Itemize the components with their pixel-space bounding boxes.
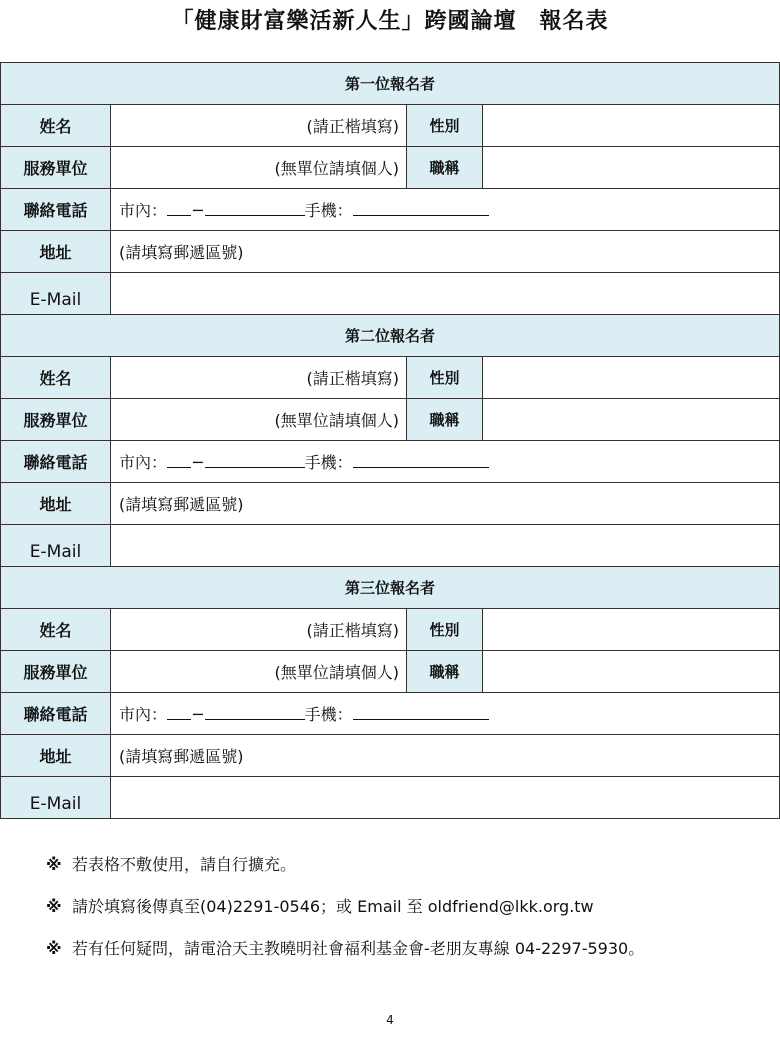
gender-label: 性別 [407,357,483,399]
area-code-blank[interactable] [167,451,191,468]
area-code-blank[interactable] [167,199,191,216]
gender-field[interactable] [483,609,780,651]
name-field[interactable]: (請正楷填寫) [111,609,407,651]
email-label: E-Mail [1,273,111,315]
reference-mark-icon: ※ [46,897,62,916]
phone-dash: ─ [193,201,203,220]
address-field[interactable]: (請填寫郵遞區號) [111,231,780,273]
name-field[interactable]: (請正楷填寫) [111,357,407,399]
phone-label: 聯絡電話 [1,693,111,735]
phone-dash: ─ [193,705,203,724]
job-title-field[interactable] [483,147,780,189]
form-title: 「健康財富樂活新人生」跨國論壇 報名表 [171,9,609,34]
note-text: 請於填寫後傳真至(04)2291-0546；或 Email 至 oldfriend@lkk.org.tw [72,897,594,916]
row-name [1,105,780,147]
org-label: 服務單位 [1,147,111,189]
row-email [1,273,780,315]
note-item [46,894,766,936]
row-address [1,735,780,777]
address-label: 地址 [1,735,111,777]
row-name [1,609,780,651]
page-number: 4 [386,1013,394,1027]
row-email [1,525,780,567]
email-field[interactable] [111,777,780,819]
job-title-label: 職稱 [407,399,483,441]
section-header-2 [1,315,780,357]
phone-field[interactable] [111,189,780,231]
row-org [1,399,780,441]
phone-local-label: 市內： [119,705,168,724]
reference-mark-icon: ※ [46,939,62,958]
email-field[interactable] [111,525,780,567]
mobile-number-blank[interactable] [353,703,489,720]
section-heading: 第三位報名者 [1,567,780,609]
phone-mobile-label: 手機： [304,201,353,220]
note-item [46,936,766,978]
phone-local-label: 市內： [119,201,168,220]
name-label: 姓名 [1,609,111,651]
gender-field[interactable] [483,357,780,399]
row-phone [1,693,780,735]
org-field[interactable]: (無單位請填個人) [111,399,407,441]
org-field[interactable]: (無單位請填個人) [111,651,407,693]
phone-field[interactable] [111,693,780,735]
email-label: E-Mail [1,777,111,819]
phone-mobile-label: 手機： [304,453,353,472]
phone-local-label: 市內： [119,453,168,472]
area-code-blank[interactable] [167,703,191,720]
job-title-field[interactable] [483,399,780,441]
phone-dash: ─ [193,453,203,472]
local-number-blank[interactable] [205,703,305,720]
row-address [1,483,780,525]
row-name [1,357,780,399]
mobile-number-blank[interactable] [353,451,489,468]
address-field[interactable]: (請填寫郵遞區號) [111,483,780,525]
note-item [46,852,766,894]
org-label: 服務單位 [1,399,111,441]
row-phone [1,441,780,483]
mobile-number-blank[interactable] [353,199,489,216]
registration-table [0,62,780,819]
local-number-blank[interactable] [205,199,305,216]
email-field[interactable] [111,273,780,315]
section-header-3 [1,567,780,609]
address-label: 地址 [1,231,111,273]
name-field[interactable]: (請正楷填寫) [111,105,407,147]
job-title-field[interactable] [483,651,780,693]
row-org [1,651,780,693]
gender-label: 性別 [407,105,483,147]
org-label: 服務單位 [1,651,111,693]
phone-label: 聯絡電話 [1,441,111,483]
row-org [1,147,780,189]
job-title-label: 職稱 [407,651,483,693]
phone-mobile-label: 手機： [304,705,353,724]
email-label: E-Mail [1,525,111,567]
section-heading: 第一位報名者 [1,63,780,105]
local-number-blank[interactable] [205,451,305,468]
section-header-1 [1,63,780,105]
note-text: 若表格不敷使用，請自行擴充。 [72,855,297,874]
name-label: 姓名 [1,357,111,399]
address-label: 地址 [1,483,111,525]
gender-label: 性別 [407,609,483,651]
row-email [1,777,780,819]
row-address [1,231,780,273]
org-field[interactable]: (無單位請填個人) [111,147,407,189]
section-heading: 第二位報名者 [1,315,780,357]
phone-label: 聯絡電話 [1,189,111,231]
job-title-label: 職稱 [407,147,483,189]
note-text: 若有任何疑問，請電洽天主教曉明社會福利基金會-老朋友專線 04-2297-5930。 [72,939,645,958]
row-phone [1,189,780,231]
phone-field[interactable] [111,441,780,483]
reference-mark-icon: ※ [46,855,62,874]
notes [46,852,766,978]
address-field[interactable]: (請填寫郵遞區號) [111,735,780,777]
name-label: 姓名 [1,105,111,147]
gender-field[interactable] [483,105,780,147]
